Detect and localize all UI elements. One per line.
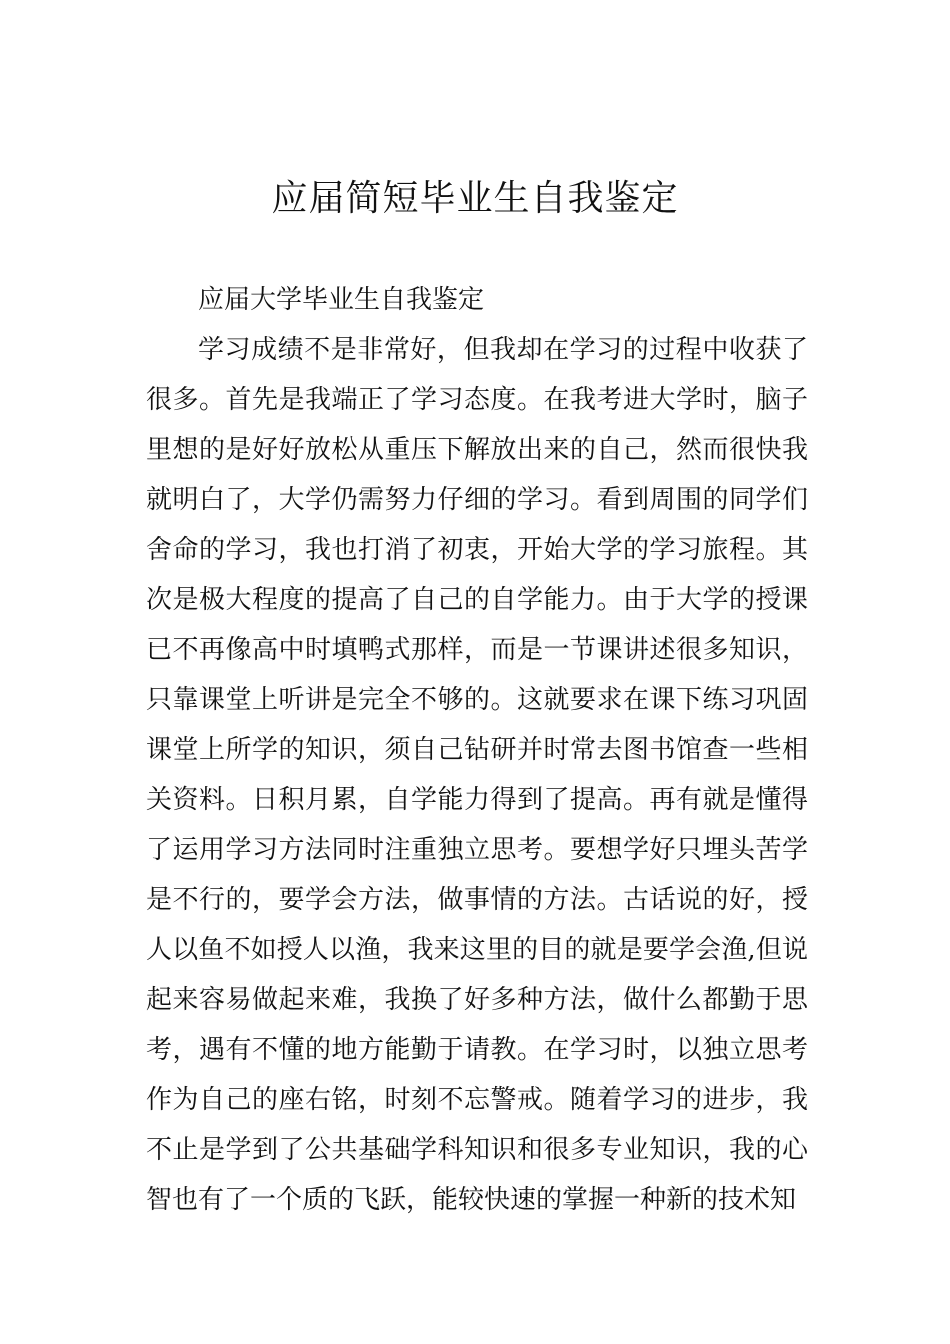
document-body bbox=[146, 275, 808, 1225]
subtitle-paragraph: 应届大学毕业生自我鉴定 bbox=[198, 285, 485, 315]
body-paragraph: 学习成绩不是非常好，但我却在学习的过程中收获了很多。首先是我端正了学习态度。在我考进大学时，脑子里想的是好好放松从重压下解放出来的自己，然而很快我就明白了，大学仍需努力仔细的学习。看到周围的同学们舍命的学习，我也打消了初衷，开始大学的学习旅程。其次是极大程度的提高了自己的自学能力。由于大学的授课已不再像高中时填鸭式那样，而是一节课讲述很多知识，只靠课堂上听讲是完全不够的。这就要求在课下练习巩固课堂上所学的知识，须自己钻研并时常去图书馆查一些相关资料。日积月累，自学能力得到了提高。再有就是懂得了运用学习方法同时注重独立思考。要想学好只埋头苦学是不行的，要学会方法，做事情的方法。古话说的好，授人以鱼不如授人以渔，我来这里的目的就是要学会渔,但说起来容易做起来难，我换了好多种方法，做什么都勤于思考，遇有不懂的地方能勤于请教。在学习时，以独立思考作为自己的座右铭，时刻不忘警戒。随着学习的进步，我不止是学到了公共基础学科知识和很多专业知识，我的心智也有了一个质的飞跃，能较快速的掌握一种新的技术知 bbox=[146, 335, 808, 1215]
page-title: 应届简短毕业生自我鉴定 bbox=[271, 178, 679, 219]
